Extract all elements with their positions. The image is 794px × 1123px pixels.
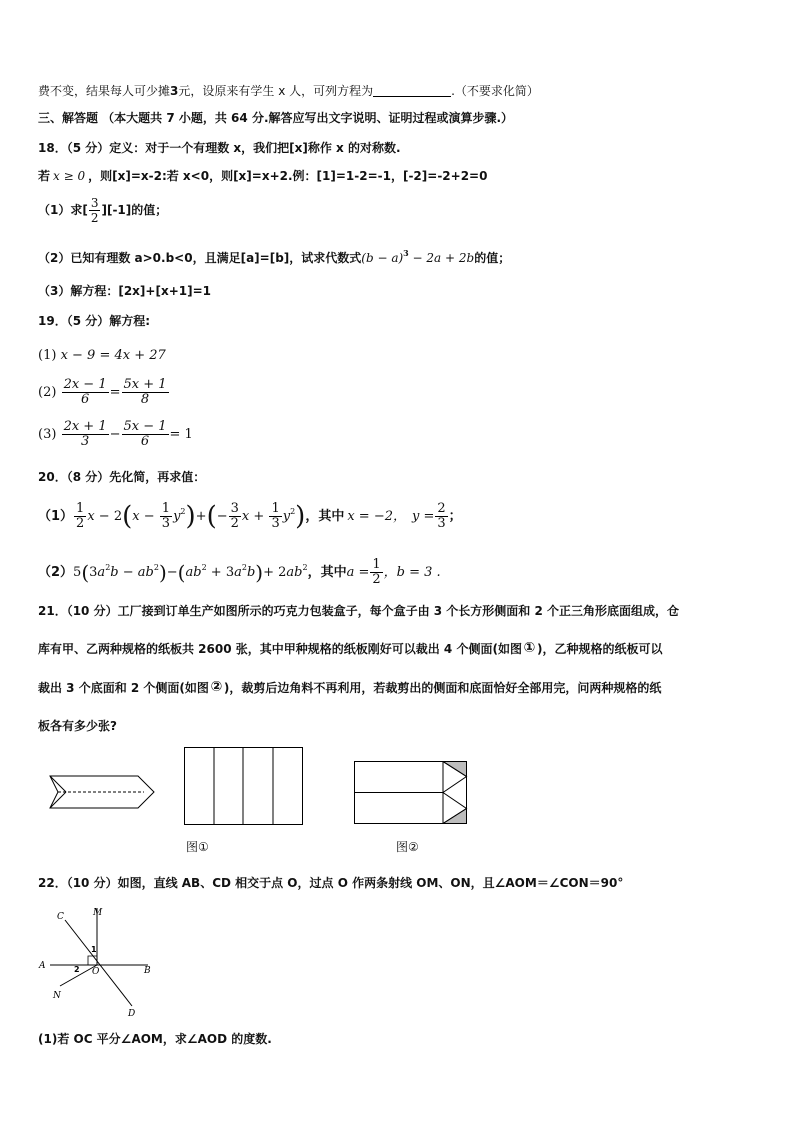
q22-title: 22．（10 分）如图，直线 AB、CD 相交于点 O，过点 O 作两条射线 OM、ON，且∠AOM＝∠CON＝90°	[38, 876, 624, 890]
text: ，其中	[307, 565, 347, 580]
fraction	[62, 420, 109, 449]
numerator: 2	[437, 501, 446, 516]
fraction	[62, 378, 109, 407]
q21-line4: 板各有多少张?	[38, 719, 117, 733]
fraction	[370, 558, 382, 587]
angle-figure	[36, 906, 166, 1019]
math: (b − a)	[361, 251, 404, 265]
section-heading: 三、解答题 （本大题共 7 小题，共 64 分.解答应写出文字说明、证明过程或演算步骤.）	[38, 111, 514, 125]
label-m: M	[93, 908, 103, 918]
continued-line	[38, 83, 539, 99]
math: − 2a + 2b	[408, 251, 475, 265]
q19-eq1	[38, 348, 166, 364]
text: 元，设原来有学生 x 人，可列方程为	[178, 84, 374, 98]
label: (2)	[38, 385, 57, 400]
text: 若	[38, 169, 51, 183]
q21-line1: 21．（10 分）工厂接到订单生产如图所示的巧克力包装盒子，每个盒子由 3 个长方形侧面和 2 个正三角形底面组成，仓	[38, 604, 679, 618]
denominator: 3	[80, 434, 90, 449]
numerator: 1	[372, 557, 381, 572]
q21-line2	[38, 641, 662, 657]
numerator: 2x − 1	[63, 377, 107, 392]
text: ][-1]的值；	[101, 203, 168, 217]
circled-number: ①	[523, 640, 536, 656]
text: 库有甲、乙两种规格的纸板共 2600 张，其中甲种规格的纸板刚好可以裁出 4 个侧面(如图	[38, 642, 522, 656]
label-o: O	[92, 967, 100, 977]
q18-part1	[38, 196, 167, 225]
angle-1-label: 1	[91, 945, 97, 954]
fraction	[435, 502, 447, 531]
text: 裁出 3 个底面和 2 个侧面(如图	[38, 681, 209, 695]
text: .（不要求化简）	[451, 84, 539, 98]
text: ，则[x]=x-2:若 x<0，则[x]=x+2.例：[1]=1-2=-1，[-2]=-2+2=0	[88, 169, 488, 183]
q19-title: 19．（5 分）解方程:	[38, 314, 151, 328]
label-n: N	[53, 991, 61, 1001]
math: x − 9 = 4x + 27	[60, 348, 166, 363]
math: y =	[412, 509, 435, 524]
text: （1）求[	[38, 203, 88, 217]
math: x ≥ 0	[53, 169, 86, 183]
answer-blank	[373, 84, 451, 97]
fraction	[122, 420, 169, 449]
fraction: $\frac{1}{3}$	[271, 501, 280, 531]
text: )，乙种规格的纸板可以	[536, 642, 663, 656]
operator: =	[109, 385, 121, 400]
q20-part2: $(2)5(3a^2b - ab^2)-(ab^2 + 3a^2b)+ 2ab^2$，其中a = $\frac{1}{2}$ ，b = 3 .	[38, 557, 441, 587]
numerator: 2x + 1	[63, 419, 107, 434]
operator: −	[109, 427, 121, 442]
text: （2）已知有理数 a>0.b<0，且满足[a]=[b]，试求代数式	[38, 251, 362, 265]
numerator: 3	[90, 196, 99, 210]
q19-eq3	[38, 420, 193, 449]
q22-part1: (1)若 OC 平分∠AOM，求∠AOD 的度数.	[38, 1032, 272, 1046]
fraction: $\frac{1}{3}$	[161, 501, 171, 531]
fraction	[122, 378, 169, 407]
label-d: D	[128, 1009, 136, 1019]
exponent: 3	[403, 248, 409, 258]
label: (1)	[38, 348, 57, 363]
fraction	[89, 196, 101, 225]
label: （1）	[38, 509, 74, 524]
figure-2-caption: 图②	[396, 840, 419, 854]
label-c: C	[57, 912, 64, 922]
figure-1-caption: 图①	[186, 840, 209, 854]
denominator: 6	[80, 392, 90, 407]
text: 费不变，结果每人可少摊	[38, 84, 171, 98]
label: (3)	[38, 427, 57, 442]
label-b: B	[144, 966, 151, 976]
text: ；	[448, 509, 462, 524]
denominator: 3	[437, 516, 446, 531]
denominator: 2	[372, 572, 381, 587]
q19-eq2	[38, 378, 170, 407]
denominator: 2	[90, 211, 99, 225]
numerator: 5x − 1	[123, 419, 167, 434]
math: x = −2，	[347, 509, 406, 524]
q20-part1: （1） $\frac{1}{2}$ x − 2(x − $\frac{1}{3}$ $y^2)+(-$ $\frac{3}{2}$ x + $\frac{1}{3}$ $y^2$)，其中 x = −2， y = $\frac{2}{3}$ ；	[38, 501, 462, 532]
figure-2-board	[354, 761, 468, 825]
q18-title: 18．（5 分）定义：对于一个有理数 x，我们把[x]称作 x 的对称数.	[38, 141, 401, 155]
q21-line3	[38, 680, 661, 696]
text: )，裁剪后边角料不再利用，若裁剪出的侧面和底面恰好全部用完，问两种规格的纸	[223, 681, 662, 695]
math: ，b = 3 .	[383, 565, 441, 580]
circled-number: ②	[210, 679, 223, 695]
fraction: $\frac{3}{2}$	[230, 501, 239, 531]
denominator: 8	[140, 392, 150, 407]
q18-part3: （3）解方程：[2x]+[x+1]=1	[38, 284, 211, 298]
text: 的值；	[474, 251, 511, 265]
operator: = 1	[169, 427, 193, 442]
prism-figure	[46, 770, 158, 820]
label-a: A	[39, 961, 46, 971]
numerator: 5x + 1	[123, 377, 167, 392]
figure-1-board	[184, 747, 304, 826]
text: ，其中	[305, 509, 345, 524]
angle-2-label: 2	[74, 965, 80, 974]
number: 3	[170, 84, 179, 98]
denominator: 6	[140, 434, 150, 449]
math: a =	[346, 565, 370, 580]
fraction: $\frac{1}{2}$	[76, 501, 85, 531]
label: （2）	[38, 565, 74, 580]
q18-rule	[38, 168, 487, 184]
q18-part2	[38, 245, 510, 266]
q20-title: 20．（8 分）先化简，再求值：	[38, 470, 206, 484]
